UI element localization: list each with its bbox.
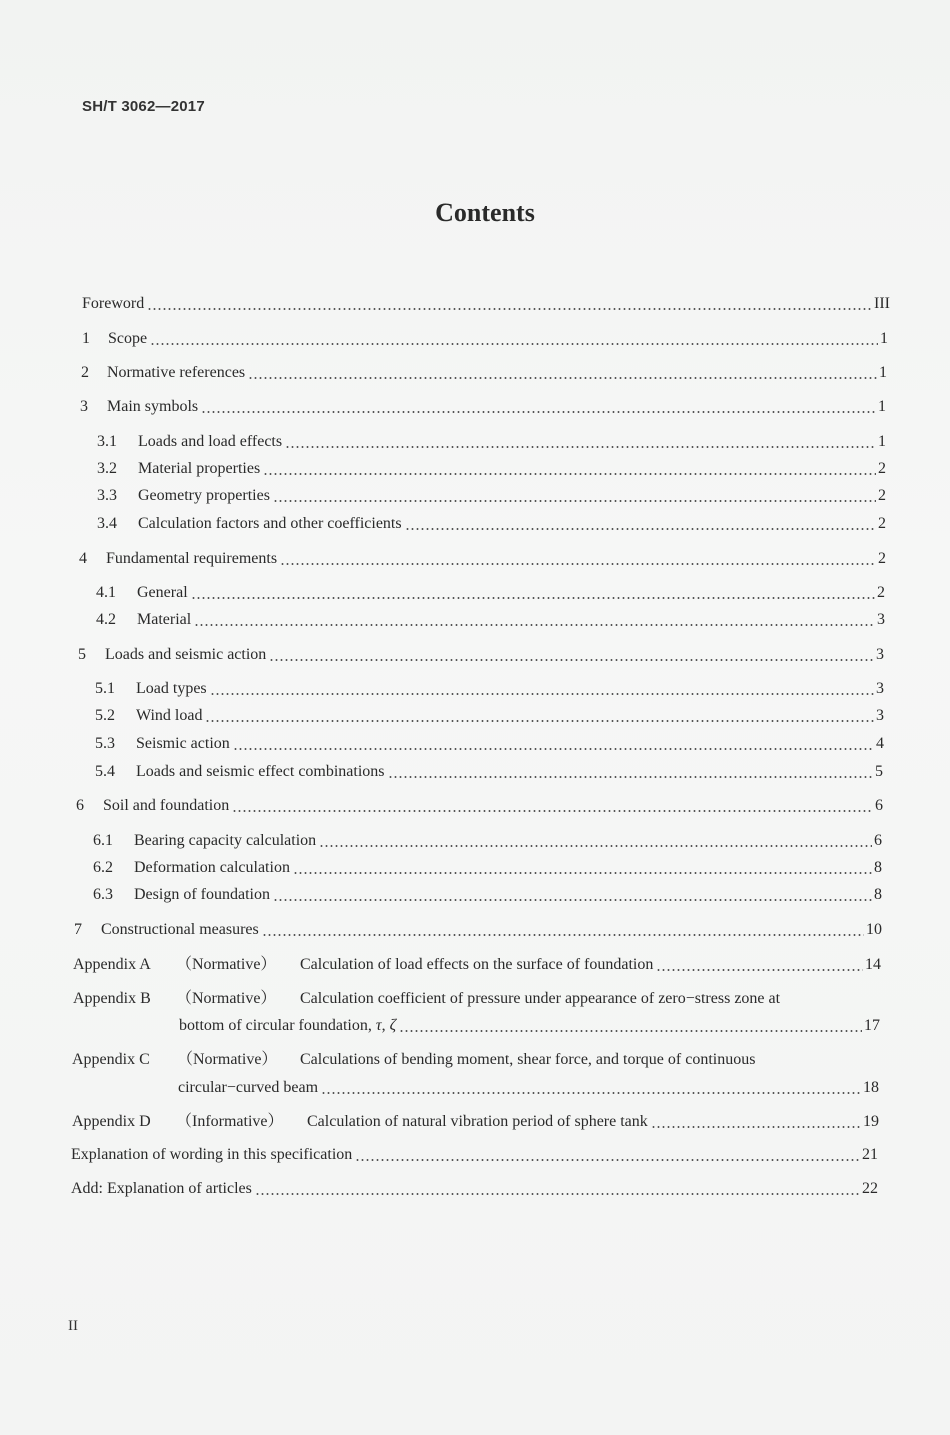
- appendix-name: Appendix D: [72, 1113, 151, 1130]
- toc-entry-section-5[interactable]: [78, 645, 884, 665]
- toc-label: Material properties: [138, 460, 261, 477]
- toc-number: 6.1: [93, 832, 113, 849]
- toc-number: 6: [76, 797, 84, 814]
- dot-leader: [280, 563, 876, 565]
- toc-entry-section-2[interactable]: [81, 363, 887, 383]
- appendix-type: （Normative）: [176, 990, 277, 1007]
- toc-page-number: 3: [876, 707, 884, 724]
- dot-leader: [388, 776, 873, 778]
- toc-label: Loads and seismic effect combinations: [136, 763, 385, 780]
- toc-number: 7: [74, 921, 82, 938]
- toc-entry-section-6-3[interactable]: [93, 885, 882, 905]
- toc-page-number: 2: [877, 584, 885, 601]
- standard-code-header: SH/T 3062—2017: [82, 98, 205, 115]
- toc-entry-section-3-2[interactable]: [97, 459, 886, 479]
- zeta-symbol: ζ: [389, 1017, 397, 1034]
- toc-entry-wording[interactable]: [71, 1145, 878, 1165]
- toc-page-number: 8: [874, 886, 882, 903]
- toc-label: Fundamental requirements: [106, 550, 278, 567]
- toc-entry-section-3-4[interactable]: [97, 514, 886, 534]
- dot-leader: [321, 1092, 861, 1094]
- toc-page-number: 14: [865, 956, 881, 973]
- toc-entry-section-3-3[interactable]: [97, 486, 886, 506]
- dot-leader: [319, 845, 872, 847]
- dot-leader: [405, 528, 876, 530]
- toc-label: Calculations of bending moment, shear force, and torque of continuous: [300, 1051, 756, 1068]
- toc-entry-section-6-2[interactable]: [93, 858, 882, 878]
- toc-number: 5.1: [95, 680, 115, 697]
- toc-entry-section-3[interactable]: [80, 397, 886, 417]
- dot-leader: [285, 446, 876, 448]
- toc-page-number: 2: [878, 487, 886, 504]
- toc-label: General: [137, 584, 188, 601]
- toc-entry-section-3-1[interactable]: [97, 432, 886, 452]
- dot-leader: [651, 1126, 861, 1128]
- toc-label: Seismic action: [136, 735, 230, 752]
- dot-leader: [194, 624, 875, 626]
- toc-entry-appendix-c-line1[interactable]: [72, 1050, 755, 1070]
- toc-entry-section-5-1[interactable]: [95, 679, 884, 699]
- toc-label: Calculation factors and other coefficients: [138, 515, 402, 532]
- dot-leader: [273, 899, 872, 901]
- toc-page-number: 18: [863, 1079, 879, 1096]
- toc-label-continued: bottom of circular foundation, τ, ζ: [179, 1017, 397, 1034]
- toc-number: 5: [78, 646, 86, 663]
- appendix-name: Appendix C: [72, 1051, 150, 1068]
- toc-number: 2: [81, 364, 89, 381]
- dot-leader: [399, 1030, 862, 1032]
- toc-entry-foreword[interactable]: [82, 294, 890, 314]
- toc-label: Main symbols: [107, 398, 199, 415]
- toc-label: Loads and load effects: [138, 433, 283, 450]
- dot-leader: [191, 597, 875, 599]
- dot-leader: [656, 969, 863, 971]
- label-text: bottom of circular foundation,: [179, 1017, 372, 1034]
- page-title: Contents: [435, 198, 535, 227]
- toc-label: Calculation of load effects on the surface of foundation: [300, 956, 654, 973]
- toc-label: Constructional measures: [101, 921, 259, 938]
- toc-label: Foreword: [82, 295, 145, 312]
- toc-number: 6.2: [93, 859, 113, 876]
- toc-label: Explanation of wording in this specification: [71, 1146, 353, 1163]
- toc-number: 6.3: [93, 886, 113, 903]
- toc-label: Normative references: [107, 364, 246, 381]
- toc-number: 5.2: [95, 707, 115, 724]
- toc-label: Calculation of natural vibration period of sphere tank: [307, 1113, 648, 1130]
- toc-entry-section-7[interactable]: [74, 920, 882, 940]
- toc-page-number: 2: [878, 460, 886, 477]
- toc-label: Calculation coefficient of pressure under appearance of zero−stress zone at: [300, 990, 781, 1007]
- toc-label: Geometry properties: [138, 487, 270, 504]
- appendix-type: （Normative）: [176, 956, 277, 973]
- toc-page-number: 22: [862, 1180, 878, 1197]
- toc-entry-section-6[interactable]: [76, 796, 883, 816]
- toc-page-number: 3: [876, 680, 884, 697]
- dot-leader: [269, 659, 874, 661]
- toc-page-number: 4: [876, 735, 884, 752]
- toc-page-number: III: [874, 295, 890, 312]
- toc-entry-section-6-1[interactable]: [93, 831, 882, 851]
- toc-page-number: 3: [877, 611, 885, 628]
- toc-label: Wind load: [136, 707, 203, 724]
- toc-number: 4: [79, 550, 87, 567]
- toc-number: 3.1: [97, 433, 117, 450]
- toc-number: 3: [80, 398, 88, 415]
- toc-number: 5.4: [95, 763, 115, 780]
- toc-label: Bearing capacity calculation: [134, 832, 317, 849]
- dot-leader: [150, 343, 878, 345]
- toc-page-number: 2: [878, 550, 886, 567]
- appendix-name: Appendix B: [73, 990, 151, 1007]
- toc-entry-section-5-2[interactable]: [95, 706, 884, 726]
- toc-label: Scope: [108, 330, 148, 347]
- toc-label-continued: circular−curved beam: [178, 1079, 319, 1096]
- toc-number: 3.3: [97, 487, 117, 504]
- toc-label: Load types: [136, 680, 207, 697]
- dot-leader: [233, 748, 874, 750]
- toc-page-number: 3: [876, 646, 884, 663]
- toc-page-number: 2: [878, 515, 886, 532]
- toc-page-number: 6: [874, 832, 882, 849]
- toc-label: Soil and foundation: [103, 797, 230, 814]
- dot-leader: [147, 308, 872, 310]
- appendix-type: （Informative）: [176, 1113, 284, 1130]
- toc-entry-appendix-b-line1[interactable]: [73, 989, 780, 1009]
- toc-number: 3.2: [97, 460, 117, 477]
- dot-leader: [210, 693, 874, 695]
- toc-number: 4.2: [96, 611, 116, 628]
- toc-label: Material: [137, 611, 192, 628]
- toc-page-number: 6: [875, 797, 883, 814]
- toc-page-number: 10: [866, 921, 882, 938]
- toc-entry-articles[interactable]: [71, 1179, 878, 1199]
- toc-entry-section-1[interactable]: [82, 329, 888, 349]
- appendix-name: Appendix A: [73, 956, 151, 973]
- toc-page-number: 21: [862, 1146, 878, 1163]
- dot-leader: [248, 377, 877, 379]
- dot-leader: [273, 500, 876, 502]
- toc-page-number: 1: [878, 398, 886, 415]
- dot-leader: [205, 720, 874, 722]
- toc-entry-section-4-1[interactable]: [96, 583, 885, 603]
- dot-leader: [263, 473, 876, 475]
- toc-page-number: 8: [874, 859, 882, 876]
- toc-number: 4.1: [96, 584, 116, 601]
- tau-symbol: τ: [375, 1017, 382, 1034]
- dot-leader: [355, 1159, 860, 1161]
- toc-page-number: 5: [875, 763, 883, 780]
- toc-label: Add: Explanation of articles: [71, 1180, 252, 1197]
- toc-number: 1: [82, 330, 90, 347]
- toc-entry-section-5-3[interactable]: [95, 734, 884, 754]
- toc-page-number: 19: [863, 1113, 879, 1130]
- toc-entry-section-4[interactable]: [79, 549, 886, 569]
- toc-entry-appendix-a[interactable]: [73, 955, 881, 975]
- page-number-footer: II: [68, 1318, 78, 1334]
- dot-leader: [262, 934, 864, 936]
- toc-page-number: 1: [878, 433, 886, 450]
- toc-page-number: 1: [879, 364, 887, 381]
- toc-number: 5.3: [95, 735, 115, 752]
- dot-leader: [255, 1193, 860, 1195]
- toc-page-number: 1: [880, 330, 888, 347]
- dot-leader: [293, 872, 872, 874]
- toc-page-number: 17: [864, 1017, 880, 1034]
- dot-leader: [232, 810, 873, 812]
- toc-label: Deformation calculation: [134, 859, 290, 876]
- toc-entry-appendix-b-line2[interactable]: [179, 1016, 880, 1036]
- toc-entry-section-5-4[interactable]: [95, 762, 883, 782]
- toc-entry-appendix-c-line2[interactable]: [178, 1078, 879, 1098]
- toc-label: Loads and seismic action: [105, 646, 267, 663]
- toc-entry-appendix-d[interactable]: [72, 1112, 879, 1132]
- toc-label: Design of foundation: [134, 886, 270, 903]
- toc-number: 3.4: [97, 515, 117, 532]
- toc-entry-section-4-2[interactable]: [96, 610, 885, 630]
- dot-leader: [201, 411, 876, 413]
- appendix-type: （Normative）: [177, 1051, 278, 1068]
